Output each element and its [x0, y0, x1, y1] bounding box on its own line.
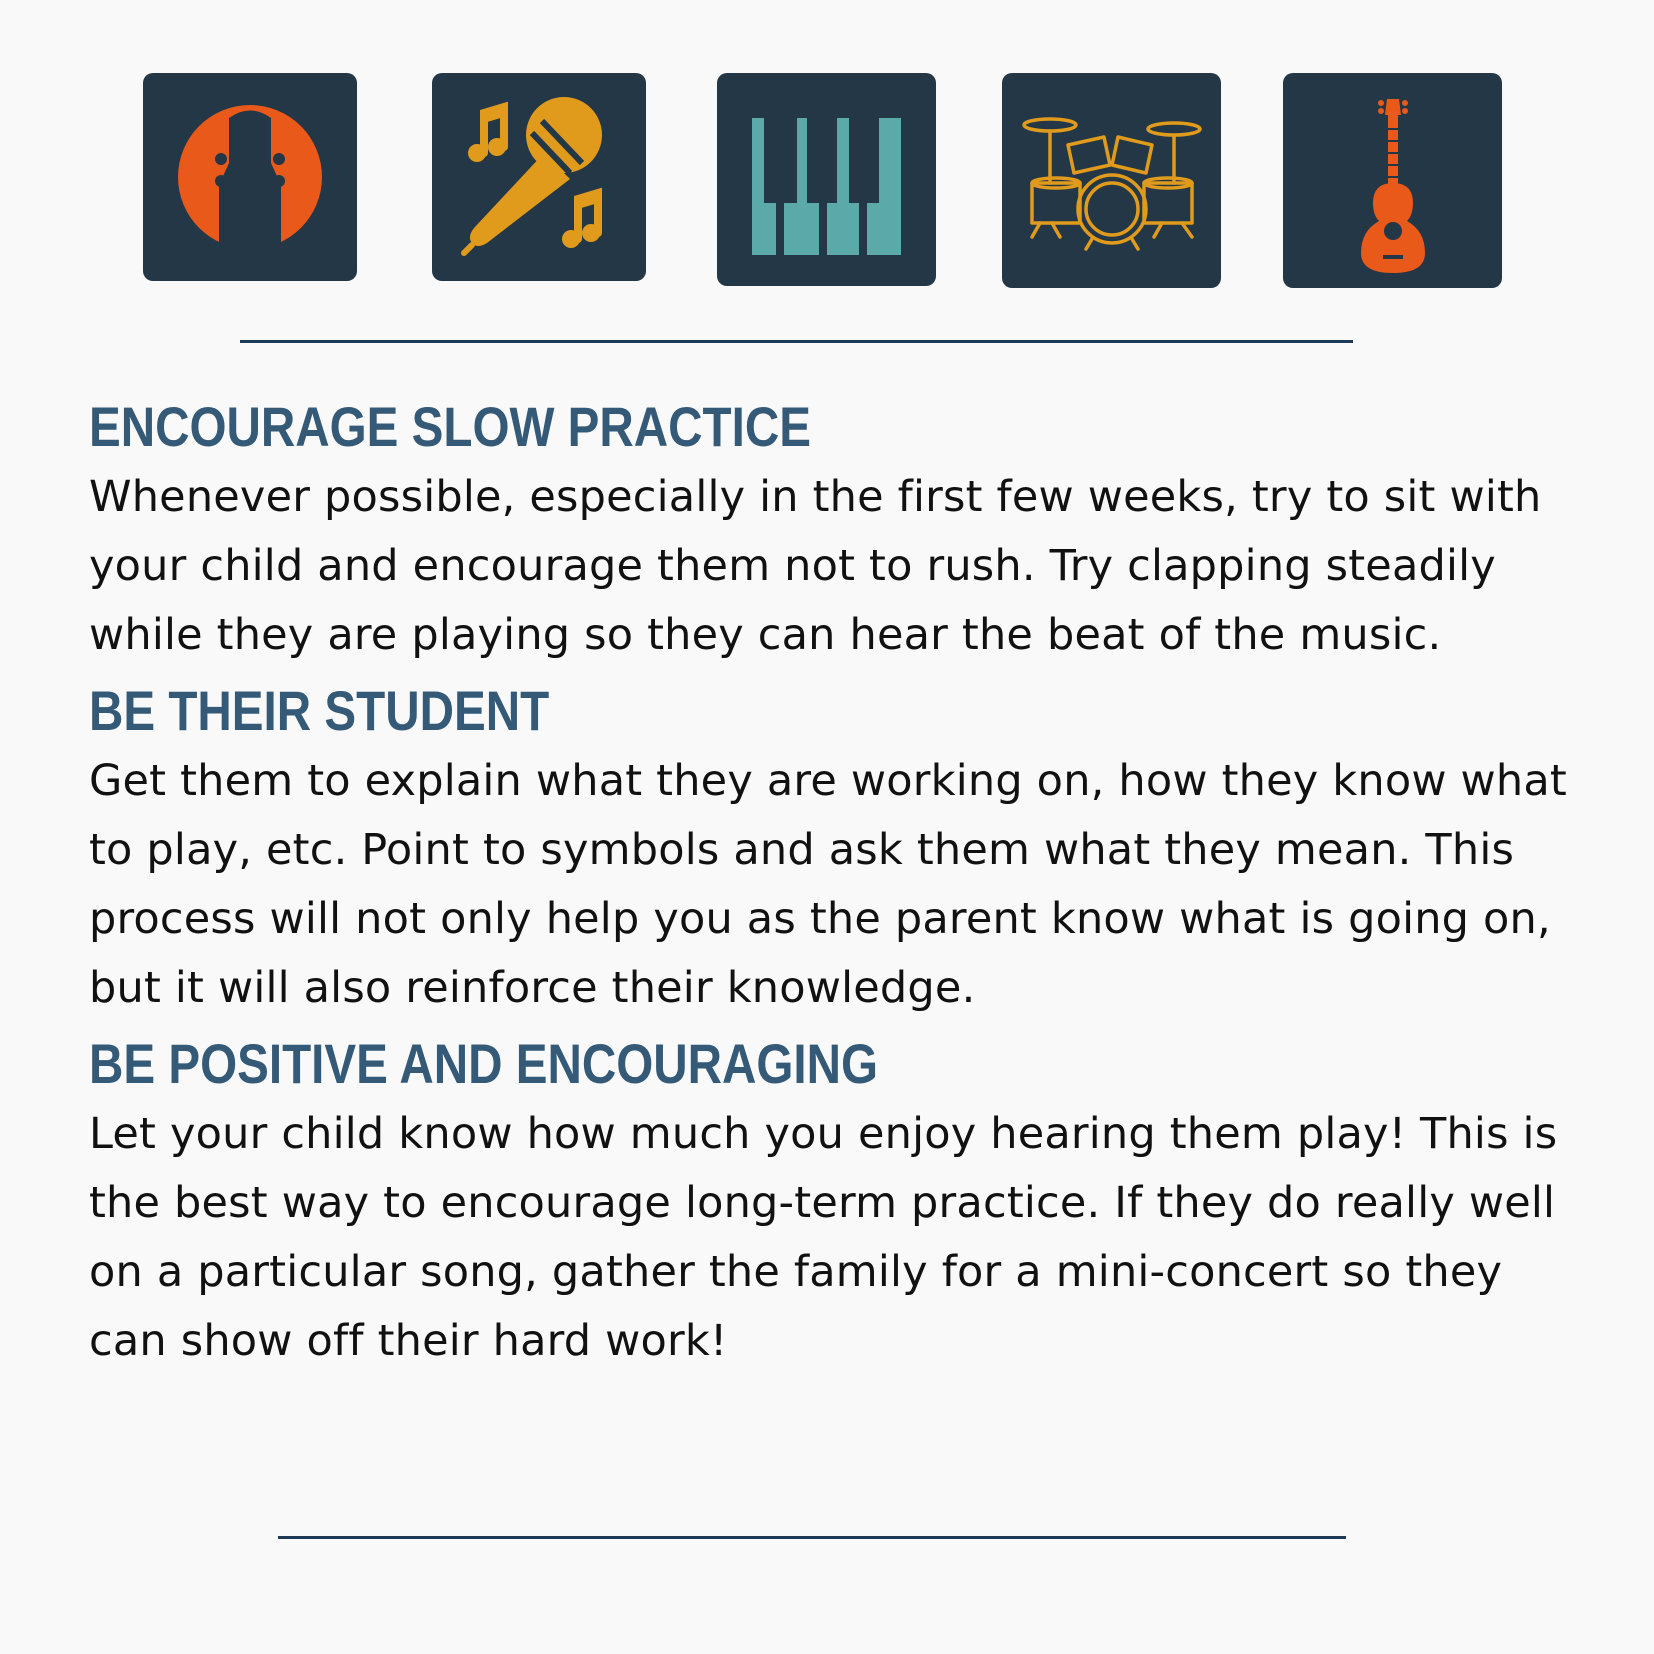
microphone-icon: [432, 73, 646, 281]
piano-keys-icon: [717, 73, 936, 286]
guitar-icon: [1283, 73, 1502, 288]
ukulele-headstock-tile: [143, 73, 357, 281]
ukulele-headstock-icon: [143, 73, 357, 281]
section-heading-positive: BE POSITIVE AND ENCOURAGING: [89, 1032, 879, 1095]
top-divider: [240, 340, 1353, 343]
guitar-tile: [1283, 73, 1502, 288]
tips-content: [89, 396, 1589, 1386]
section-heading-slow-practice: ENCOURAGE SLOW PRACTICE: [89, 395, 811, 458]
drum-kit-icon: [1002, 73, 1221, 288]
drum-kit-tile: [1002, 73, 1221, 288]
section-body-slow-practice: Whenever possible, especially in the first few weeks, try to sit with your child and encourage them not to rush. Try clapping steadily while they are playing so they can hear the beat of the music.: [89, 472, 1542, 660]
bottom-divider: [278, 1536, 1346, 1539]
section-heading-be-their-student: BE THEIR STUDENT: [89, 679, 550, 742]
section-body-be-their-student: Get them to explain what they are working on, how they know what to play, etc. Point to symbols and ask them what they mean. This process will not only help you as the parent know what is going on, but it will also reinforce their knowledge.: [89, 756, 1567, 1013]
section-body-positive: Let your child know how much you enjoy hearing them play! This is the best way to encourage long-term practice. If they do really well on a particular song, gather the family for a mini-concert so they can show off their hard work!: [89, 1109, 1558, 1366]
piano-keys-tile: [717, 73, 936, 286]
microphone-tile: [432, 73, 646, 281]
